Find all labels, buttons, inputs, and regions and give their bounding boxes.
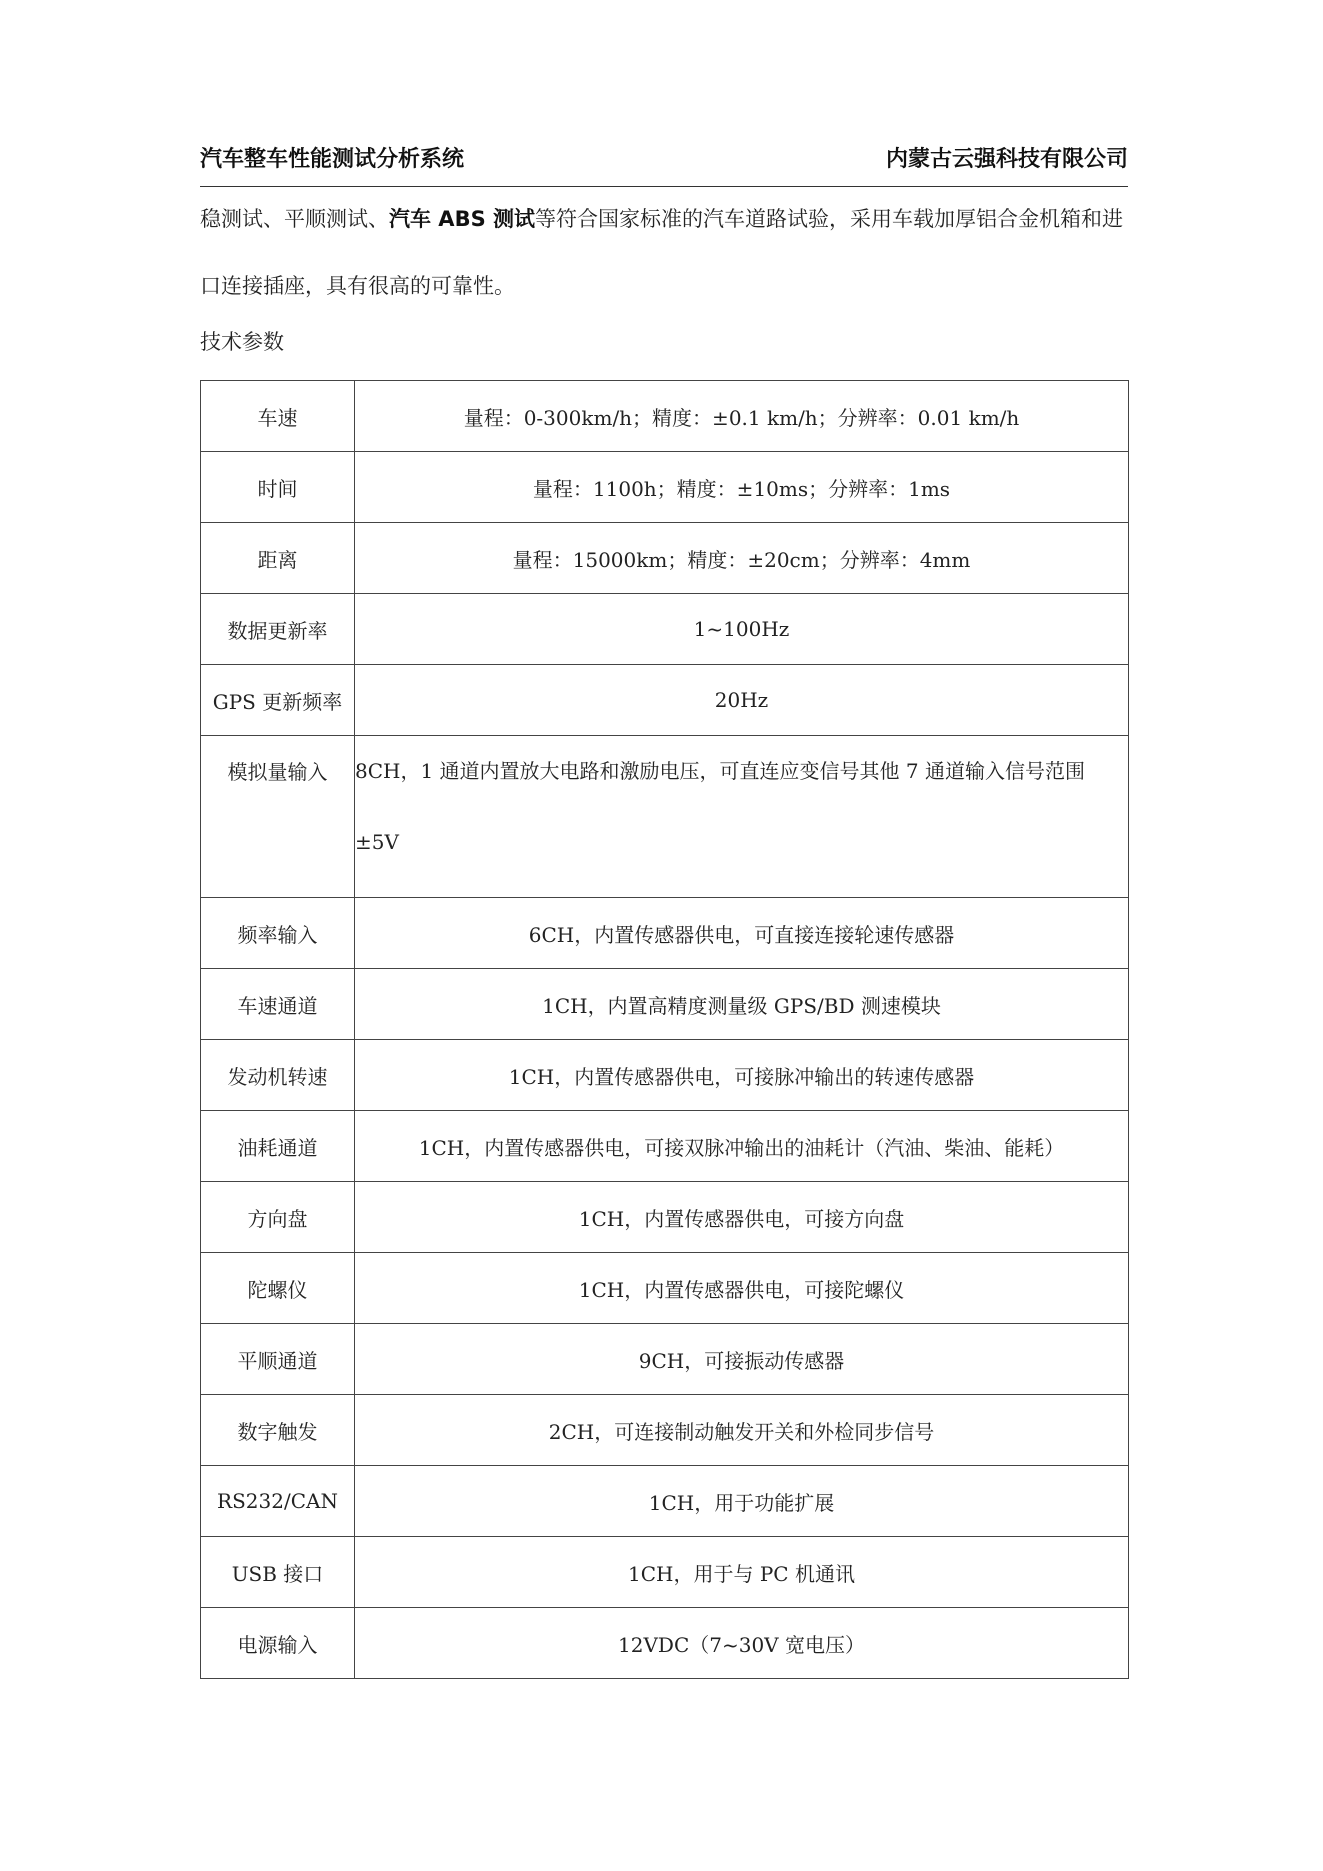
table-row [201, 1182, 1129, 1253]
spec-value: 8CH，1 通道内置放大电路和激励电压，可直连应变信号其他 7 通道输入信号范围±5V [355, 736, 1129, 898]
spec-name: 时间 [201, 452, 355, 523]
header-document-title: 汽车整车性能测试分析系统 [200, 147, 465, 172]
table-row [201, 1324, 1129, 1395]
spec-value: 1CH，内置传感器供电，可接双脉冲输出的油耗计（汽油、柴油、能耗） [355, 1111, 1129, 1182]
spec-value: 6CH，内置传感器供电，可直接连接轮速传感器 [355, 898, 1129, 969]
spec-value: 1CH，用于与 PC 机通讯 [355, 1537, 1129, 1608]
spec-name: 模拟量输入 [201, 736, 355, 898]
spec-name: 油耗通道 [201, 1111, 355, 1182]
spec-name: 数字触发 [201, 1395, 355, 1466]
specs-table [200, 380, 1129, 1679]
intro-text-end: 等符合国家标准的汽车道路试验，采用车载加厚铝合金机箱和进口连接插座，具有很高的可靠性。 [200, 207, 1124, 298]
spec-name: 数据更新率 [201, 594, 355, 665]
spec-value: 20Hz [355, 665, 1129, 736]
table-row [201, 523, 1129, 594]
spec-name: 平顺通道 [201, 1324, 355, 1395]
spec-name: 方向盘 [201, 1182, 355, 1253]
table-row [201, 665, 1129, 736]
table-row [201, 1466, 1129, 1537]
table-row [201, 1537, 1129, 1608]
section-title: 技术参数 [200, 330, 284, 354]
spec-value: 1CH，内置传感器供电，可接脉冲输出的转速传感器 [355, 1040, 1129, 1111]
table-row [201, 1608, 1129, 1679]
table-row [201, 736, 1129, 898]
table-row [201, 969, 1129, 1040]
spec-value: 1CH，用于功能扩展 [355, 1466, 1129, 1537]
intro-text-start: 稳测试、平顺测试、 [200, 207, 389, 231]
spec-name: 发动机转速 [201, 1040, 355, 1111]
spec-value: 量程：0-300km/h；精度：±0.1 km/h；分辨率：0.01 km/h [355, 381, 1129, 452]
header-company-name: 内蒙古云强科技有限公司 [885, 147, 1128, 172]
spec-value: 12VDC（7~30V 宽电压） [355, 1608, 1129, 1679]
page-header [200, 142, 1128, 187]
table-row [201, 1040, 1129, 1111]
spec-value: 9CH，可接振动传感器 [355, 1324, 1129, 1395]
table-row [201, 1111, 1129, 1182]
table-row [201, 1395, 1129, 1466]
spec-value: 2CH，可连接制动触发开关和外检同步信号 [355, 1395, 1129, 1466]
spec-value: 1CH，内置高精度测量级 GPS/BD 测速模块 [355, 969, 1129, 1040]
table-row [201, 1253, 1129, 1324]
intro-paragraph [200, 186, 1130, 320]
spec-value: 量程：15000km；精度：±20cm；分辨率：4mm [355, 523, 1129, 594]
spec-name: 频率输入 [201, 898, 355, 969]
spec-name: 距离 [201, 523, 355, 594]
intro-bold-term: 汽车 ABS 测试 [389, 207, 536, 231]
spec-name: GPS 更新频率 [201, 665, 355, 736]
spec-name: RS232/CAN [201, 1466, 355, 1537]
spec-name: 电源输入 [201, 1608, 355, 1679]
spec-name: USB 接口 [201, 1537, 355, 1608]
spec-name: 车速通道 [201, 969, 355, 1040]
spec-name: 车速 [201, 381, 355, 452]
spec-value: 量程：1100h；精度：±10ms；分辨率：1ms [355, 452, 1129, 523]
table-row [201, 594, 1129, 665]
spec-value: 1CH，内置传感器供电，可接陀螺仪 [355, 1253, 1129, 1324]
spec-value: 1~100Hz [355, 594, 1129, 665]
table-row [201, 381, 1129, 452]
spec-name: 陀螺仪 [201, 1253, 355, 1324]
table-row [201, 452, 1129, 523]
spec-value: 1CH，内置传感器供电，可接方向盘 [355, 1182, 1129, 1253]
table-row [201, 898, 1129, 969]
